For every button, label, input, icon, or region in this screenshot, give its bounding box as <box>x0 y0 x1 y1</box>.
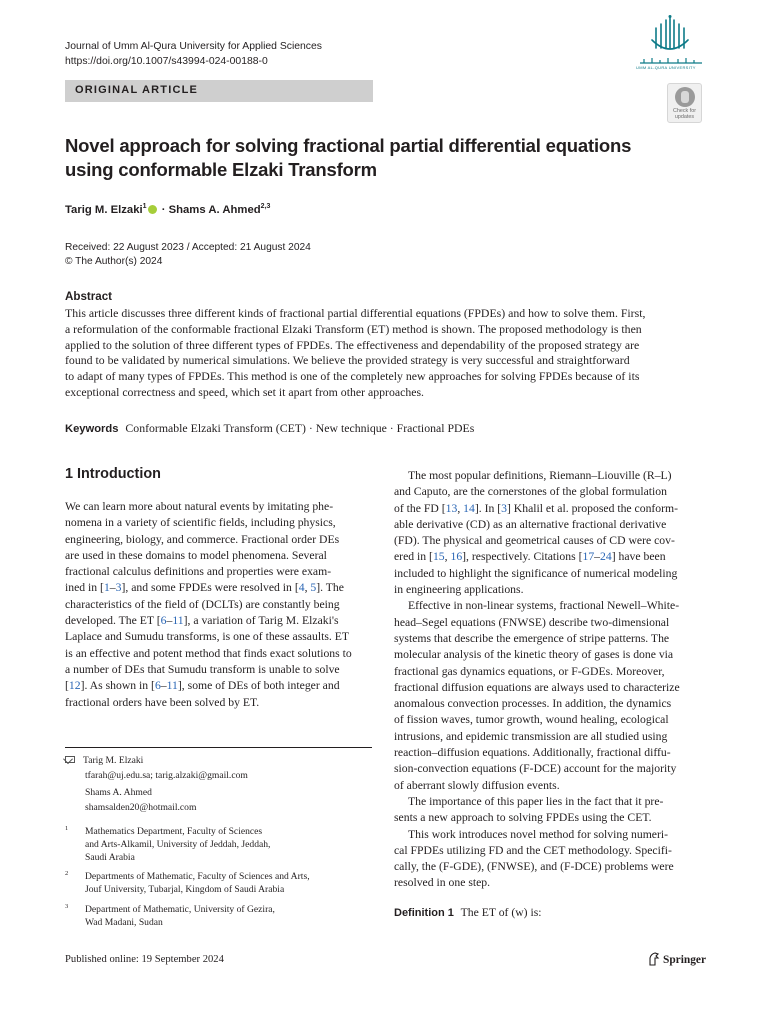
affiliation-line: Department of Mathematic, University of Gezira, <box>85 904 275 915</box>
body-line: Laplace and Sumudu transforms, is one of these assaults. ET <box>65 630 350 644</box>
author-2-affiliation: 2,3 <box>260 203 271 210</box>
body-line: fractional calculus definitions and properties were exam- <box>65 565 332 579</box>
affiliation-line: Jouf University, Tubarjal, Kingdom of Saudi Arabia <box>85 884 285 895</box>
contact-email[interactable]: tfarah@uj.edu.sa; tarig.alzaki@gmail.com <box>85 770 248 781</box>
abstract-text <box>65 306 705 401</box>
abstract-line: applied to the solution of three different types of FPDEs. The effectiveness and dependability of the proposed strategy are <box>65 337 640 352</box>
text: ]. As shown in [ <box>80 679 155 693</box>
body-line <box>394 549 703 565</box>
title-line-2: using conformable Elzaki Transform <box>65 159 377 180</box>
citation-link[interactable]: 5 <box>310 581 317 595</box>
text: , <box>457 501 464 515</box>
affiliation-number: 3 <box>65 903 69 910</box>
abstract-heading: Abstract <box>65 290 113 303</box>
text: developed. The ET [ <box>65 614 161 628</box>
body-line: resolved in one step. <box>394 876 491 890</box>
body-line: in engineering applications. <box>394 583 524 597</box>
corresponding-authors <box>65 753 248 815</box>
body-line <box>65 613 373 629</box>
affiliation-line: and Arts-Alkamil, University of Jeddah, Jeddah, <box>85 839 271 850</box>
text: – <box>160 679 167 693</box>
author-2-name[interactable]: Shams A. Ahmed <box>168 203 261 216</box>
text: , <box>304 581 311 595</box>
citation-link[interactable]: 16 <box>450 550 463 564</box>
citation-link[interactable]: 17 <box>582 550 595 564</box>
affiliation-1 <box>65 825 270 864</box>
crossmark-line2: updates <box>674 114 695 120</box>
body-line <box>394 501 703 517</box>
body-line: fractional gas dynamics equations, or F-GDEs. Moreover, <box>394 664 665 678</box>
abstract-line: found to be validated by numerical simulations. We believe the provided strategy is very successful and straightforward <box>65 353 630 368</box>
keywords <box>65 421 474 436</box>
abstract-line: exceptional correctness and speed, which set it apart from other approaches. <box>65 384 425 399</box>
doi-link[interactable]: https://doi.org/10.1007/s43994-024-00188-0 <box>65 55 268 67</box>
text: ]. The <box>316 581 344 595</box>
left-column-text <box>65 499 373 711</box>
affiliation-number: 1 <box>65 825 69 832</box>
citation-link[interactable]: 6 <box>154 679 161 693</box>
body-line: reaction–diffusion equations. Additionally, fractional diffu- <box>394 746 671 760</box>
affiliation-3 <box>65 903 275 929</box>
body-line: nomena in a variety of scientific fields, including physics, <box>65 516 336 530</box>
body-line: The importance of this paper lies in the fact that it pre- <box>408 794 664 808</box>
citation-link[interactable]: 12 <box>68 679 81 693</box>
contact-author-1 <box>65 753 248 768</box>
affiliation-number: 2 <box>65 870 69 877</box>
text: ] Khalil et al. proposed the conform- <box>506 501 679 515</box>
text: ] have been <box>611 550 666 564</box>
university-emblem-icon <box>632 14 708 58</box>
citation-link[interactable]: 11 <box>166 679 178 693</box>
text: – <box>109 581 116 595</box>
affiliation-line: Mathematics Department, Faculty of Sciences <box>85 826 263 837</box>
keywords-text: Conformable Elzaki Transform (CET) · New technique · Fractional PDEs <box>125 421 475 435</box>
text: ], and some FPDEs were resolved in [ <box>121 581 299 595</box>
definition-label: Definition 1 <box>394 907 454 919</box>
text: ined in [ <box>65 581 104 595</box>
text: ]. In [ <box>474 501 502 515</box>
arabic-wordmark-icon <box>634 57 708 65</box>
body-line: molecular analysis of the kinetic theory of gases is done via <box>394 648 674 662</box>
affiliation-line: Departments of Mathematic, Faculty of Sciences and Arts, <box>85 871 310 882</box>
published-online: Published online: 19 September 2024 <box>65 954 224 965</box>
definition-text: The ET of (w) is: <box>460 906 542 919</box>
received-accepted: Received: 22 August 2023 / Accepted: 21 August 2024 <box>65 242 311 253</box>
body-line: is an effective and potent method that finds exact solutions to <box>65 646 352 660</box>
copyright: © The Author(s) 2024 <box>65 256 163 267</box>
crossmark-icon <box>675 87 695 107</box>
body-line: intrusions, and epidemic transmission are all studied using <box>394 729 668 743</box>
body-line: engineering, biology, and commerce. Fractional order DEs <box>65 532 340 546</box>
body-line: able derivative (CD) as an alternative fractional derivative <box>394 517 667 531</box>
citation-link[interactable]: 3 <box>501 501 507 515</box>
body-line: We can learn more about natural events by imitating phe- <box>65 500 334 513</box>
contact-email[interactable]: shamsalden20@hotmail.com <box>85 802 197 813</box>
body-line: fractional orders have been solved by ET. <box>65 695 260 709</box>
body-line: anomalous convection processes. In addition, the dynamics <box>394 697 672 711</box>
body-line <box>65 678 373 694</box>
body-line: of fission waves, tumor growth, wound healing, ecological <box>394 713 669 727</box>
body-line: characteristics of the field of (DCLTs) are constantly being <box>65 597 340 611</box>
body-line: sion-convection equations (F-DCE) account for the majority <box>394 762 677 776</box>
university-name-en: UMM AL-QURA UNIVERSITY <box>636 65 696 70</box>
author-1-name[interactable]: Tarig M. Elzaki <box>65 203 143 216</box>
publisher-name: Springer <box>663 954 707 966</box>
citation-link[interactable]: 24 <box>600 550 612 564</box>
abstract-line: This article discusses three different kinds of fractional partial differential equations (FPDEs) and how to solve them. First, <box>65 306 646 320</box>
body-line: a number of DEs that Sumudu transform is unable to solve <box>65 662 340 676</box>
body-line: cal FPDEs utilizing FD and the CET methodology. Specifi- <box>394 843 672 857</box>
affiliation-line: Saudi Arabia <box>85 852 135 863</box>
citation-link[interactable]: 6 <box>160 614 167 628</box>
text: of the FD [ <box>394 501 446 515</box>
text: ], a variation of Tarig M. Elzaki's <box>183 614 339 628</box>
article-title <box>65 134 685 182</box>
abstract-line: a reformulation of the conformable fractional Elzaki Transform (ET) method is shown. The proposed methodology is then <box>65 321 642 336</box>
abstract-line: to adapt of many types of FPDEs. This method is one of the completely new approaches for solving FPDEs because of its <box>65 369 640 384</box>
citation-link[interactable]: 3 <box>115 581 122 595</box>
author-separator: · <box>161 203 166 216</box>
text: , <box>444 550 451 564</box>
title-line-1: Novel approach for solving fractional partial differential equations <box>65 135 632 156</box>
springer-horse-icon <box>648 952 660 966</box>
keywords-label: Keywords <box>65 423 119 435</box>
citation-link[interactable]: 1 <box>103 581 110 595</box>
affiliation-2 <box>65 870 310 896</box>
text: ], respectively. Citations [ <box>462 550 583 564</box>
contact-name: Tarig M. Elzaki <box>83 755 144 766</box>
body-line <box>65 580 373 596</box>
text: ], some of DEs of both integer and <box>177 679 340 693</box>
body-line: included to highlight the significance of numerical modeling <box>394 566 678 580</box>
orcid-icon[interactable] <box>148 205 157 214</box>
publisher-logo <box>648 952 706 966</box>
citation-link[interactable]: 13 <box>445 501 458 515</box>
definition-1 <box>394 906 542 919</box>
crossmark-line1: Check for <box>672 108 697 114</box>
affiliation-line: Wad Madani, Sudan <box>85 917 163 928</box>
citation-link[interactable]: 15 <box>432 550 445 564</box>
body-line: of aberrant slowly diffusion events. <box>394 778 560 792</box>
journal-header <box>65 40 322 69</box>
article-dates <box>65 241 311 269</box>
check-for-updates-badge[interactable] <box>667 83 702 123</box>
footnote-divider <box>65 747 372 748</box>
body-line: cally, the (F-GDE), (FNWSE), and (F-DCE) problems were <box>394 860 674 874</box>
right-column-text <box>394 468 703 892</box>
text: – <box>166 614 173 628</box>
body-line: are used in these domains to model phenomena. Several <box>65 548 327 562</box>
author-list <box>65 203 270 216</box>
author-1-affiliation: 1 <box>142 203 147 210</box>
body-line: systems that describe the emergence of stripe patterns. The <box>394 631 670 645</box>
envelope-icon <box>65 756 75 763</box>
body-line: and Caputo, are the cornerstones of the global formulation <box>394 485 667 499</box>
body-line: head–Segel equations (FNWSE) describe two-dimensional <box>394 615 670 629</box>
text: [ <box>65 679 69 693</box>
article-type-band: ORIGINAL ARTICLE <box>65 80 373 102</box>
body-line: Effective in non-linear systems, fractional Newell–White- <box>408 599 680 613</box>
body-line: The most popular definitions, Riemann–Liouville (R–L) <box>408 469 672 482</box>
body-line: fractional diffusion equations are always used to characterize <box>394 680 680 694</box>
citation-link[interactable]: 14 <box>463 501 475 515</box>
text: – <box>594 550 600 564</box>
journal-name: Journal of Umm Al-Qura University for Applied Sciences <box>65 41 322 52</box>
section-heading-introduction: 1 Introduction <box>65 466 161 482</box>
university-logo <box>632 14 708 70</box>
body-line: This work introduces novel method for solving numeri- <box>408 827 669 841</box>
body-line: (FD). The physical and geometrical causes of CD were cov- <box>394 534 675 548</box>
text: ered in [ <box>394 550 433 564</box>
citation-link[interactable]: 11 <box>172 614 184 628</box>
contact-name: Shams A. Ahmed <box>85 787 152 798</box>
body-line: sents a new approach to solving FPDEs using the CET. <box>394 811 652 825</box>
citation-link[interactable]: 4 <box>298 581 305 595</box>
